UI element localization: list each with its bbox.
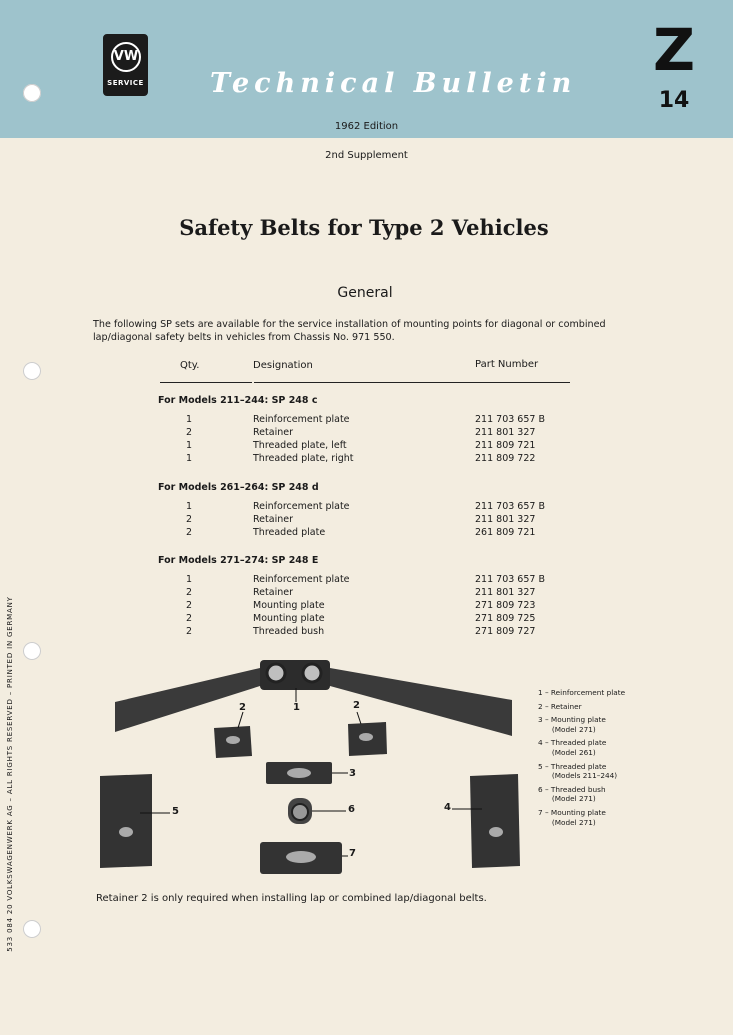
table-row [0, 613, 733, 626]
table-row [0, 600, 733, 613]
part-number-cell: 211 801 327 [475, 514, 536, 525]
group-title: For Models 271–274: SP 248 E [158, 555, 319, 566]
part-number-cell: 271 809 723 [475, 600, 536, 611]
parts-illustration [100, 652, 540, 882]
table-row [0, 414, 733, 427]
parts-figure [100, 652, 540, 882]
qty-cell: 1 [186, 501, 193, 512]
designation-cell: Retainer [253, 587, 293, 598]
part-number-cell: 271 809 725 [475, 613, 536, 624]
retainer-note: Retainer 2 is only required when installing lap or combined lap/diagonal belts. [96, 893, 487, 904]
callout-3: 3 [349, 768, 356, 779]
table-row [0, 514, 733, 527]
legend-item: 4 – Threaded plate (Model 261) [538, 738, 607, 757]
table-row [0, 574, 733, 587]
part-number-cell: 211 809 721 [475, 440, 536, 451]
legend-item: 1 – Reinforcement plate [538, 688, 626, 697]
intro-paragraph: The following SP sets are available for the service installation of mounting points for diagonal or combined lap/diagonal safety belts in vehicles from Chassis No. 971 550. [93, 319, 606, 343]
part-number-cell: 261 809 721 [475, 527, 536, 538]
callout-4: 4 [444, 802, 451, 813]
supplement-label: 2nd Supplement [325, 150, 408, 161]
legend-item: 6 – Threaded bush (Model 271) [538, 784, 606, 804]
table-row [0, 587, 733, 600]
part-number-cell: 211 801 327 [475, 587, 536, 598]
header-rule [160, 382, 252, 383]
bulletin-title: Technical Bulletin [210, 68, 577, 99]
qty-cell: 2 [186, 427, 193, 438]
part-number-cell: 211 801 327 [475, 427, 536, 438]
part-number-cell: 211 809 722 [475, 453, 536, 464]
group-title: For Models 261–264: SP 248 d [158, 482, 319, 493]
binder-hole-icon [23, 642, 41, 660]
designation-cell: Reinforcement plate [253, 414, 350, 425]
qty-cell: 1 [186, 440, 193, 451]
threaded-plate-left-shape [100, 774, 152, 868]
part-number-cell: 271 809 727 [475, 626, 536, 637]
table-row [0, 427, 733, 440]
designation-cell: Reinforcement plate [253, 501, 350, 512]
document-title: Safety Belts for Type 2 Vehicles [179, 215, 549, 240]
qty-cell: 2 [186, 514, 193, 525]
logo-label: SERVICE [107, 79, 144, 87]
binder-hole-icon [23, 84, 41, 102]
section-heading: General [337, 285, 393, 301]
threaded-plate-right-shape [470, 774, 520, 868]
binder-hole-icon [23, 362, 41, 380]
legend-item: 5 – Threaded plate (Models 211–244) [538, 761, 618, 781]
header-rule [254, 382, 570, 383]
table-row [0, 501, 733, 514]
qty-cell: 1 [186, 574, 193, 585]
callout-6: 6 [348, 804, 355, 815]
designation-cell: Retainer [253, 427, 293, 438]
part-number-cell: 211 703 657 B [475, 501, 545, 512]
designation-cell: Mounting plate [253, 613, 325, 624]
legend-item: 2 – Retainer [538, 701, 582, 711]
designation-cell: Threaded plate, left [253, 440, 347, 451]
column-header-designation: Designation [253, 360, 313, 371]
part-number-cell: 211 703 657 B [475, 414, 545, 425]
reinforcement-hole [303, 664, 321, 682]
table-row [0, 440, 733, 453]
side-imprint: 533 084 20 VOLKSWAGENWERK AG – ALL RIGHTS RESERVED – PRINTED IN GERMANY [6, 596, 14, 952]
reinforcement-hole [267, 664, 285, 682]
qty-cell: 2 [186, 600, 193, 611]
table-row [0, 527, 733, 540]
designation-cell: Mounting plate [253, 600, 325, 611]
qty-cell: 1 [186, 414, 193, 425]
vw-logo-icon: VW [111, 42, 141, 72]
bulletin-code-letter: Z [652, 16, 696, 84]
figure-legend [538, 688, 625, 831]
callout-5: 5 [172, 806, 179, 817]
designation-cell: Threaded bush [253, 626, 325, 637]
edition-label: 1962 Edition [334, 121, 399, 132]
bulletin-code-number: 14 [658, 88, 690, 113]
legend-item: 3 – Mounting plate (Model 271) [538, 715, 606, 734]
qty-cell: 1 [186, 453, 193, 464]
designation-cell: Threaded plate, right [253, 453, 354, 464]
header-band [0, 0, 733, 138]
vw-service-logo [103, 34, 148, 96]
qty-cell: 2 [186, 587, 193, 598]
callout-7: 7 [349, 848, 356, 859]
legend-item: 7 – Mounting plate (Model 271) [538, 807, 606, 827]
table-row [0, 453, 733, 466]
designation-cell: Retainer [253, 514, 293, 525]
qty-cell: 2 [186, 527, 193, 538]
qty-cell: 2 [186, 626, 193, 637]
callout-1: 1 [293, 702, 300, 713]
part-number-cell: 211 703 657 B [475, 574, 545, 585]
callout-2-left: 2 [239, 702, 246, 713]
column-header-part-number: Part Number [475, 359, 539, 370]
qty-cell: 2 [186, 613, 193, 624]
binder-hole-icon [23, 920, 41, 938]
callout-2-right: 2 [353, 700, 360, 711]
designation-cell: Threaded plate [253, 527, 326, 538]
column-header-qty: Qty. [180, 360, 200, 371]
group-title: For Models 211–244: SP 248 c [158, 395, 318, 406]
designation-cell: Reinforcement plate [253, 574, 350, 585]
table-row [0, 626, 733, 639]
